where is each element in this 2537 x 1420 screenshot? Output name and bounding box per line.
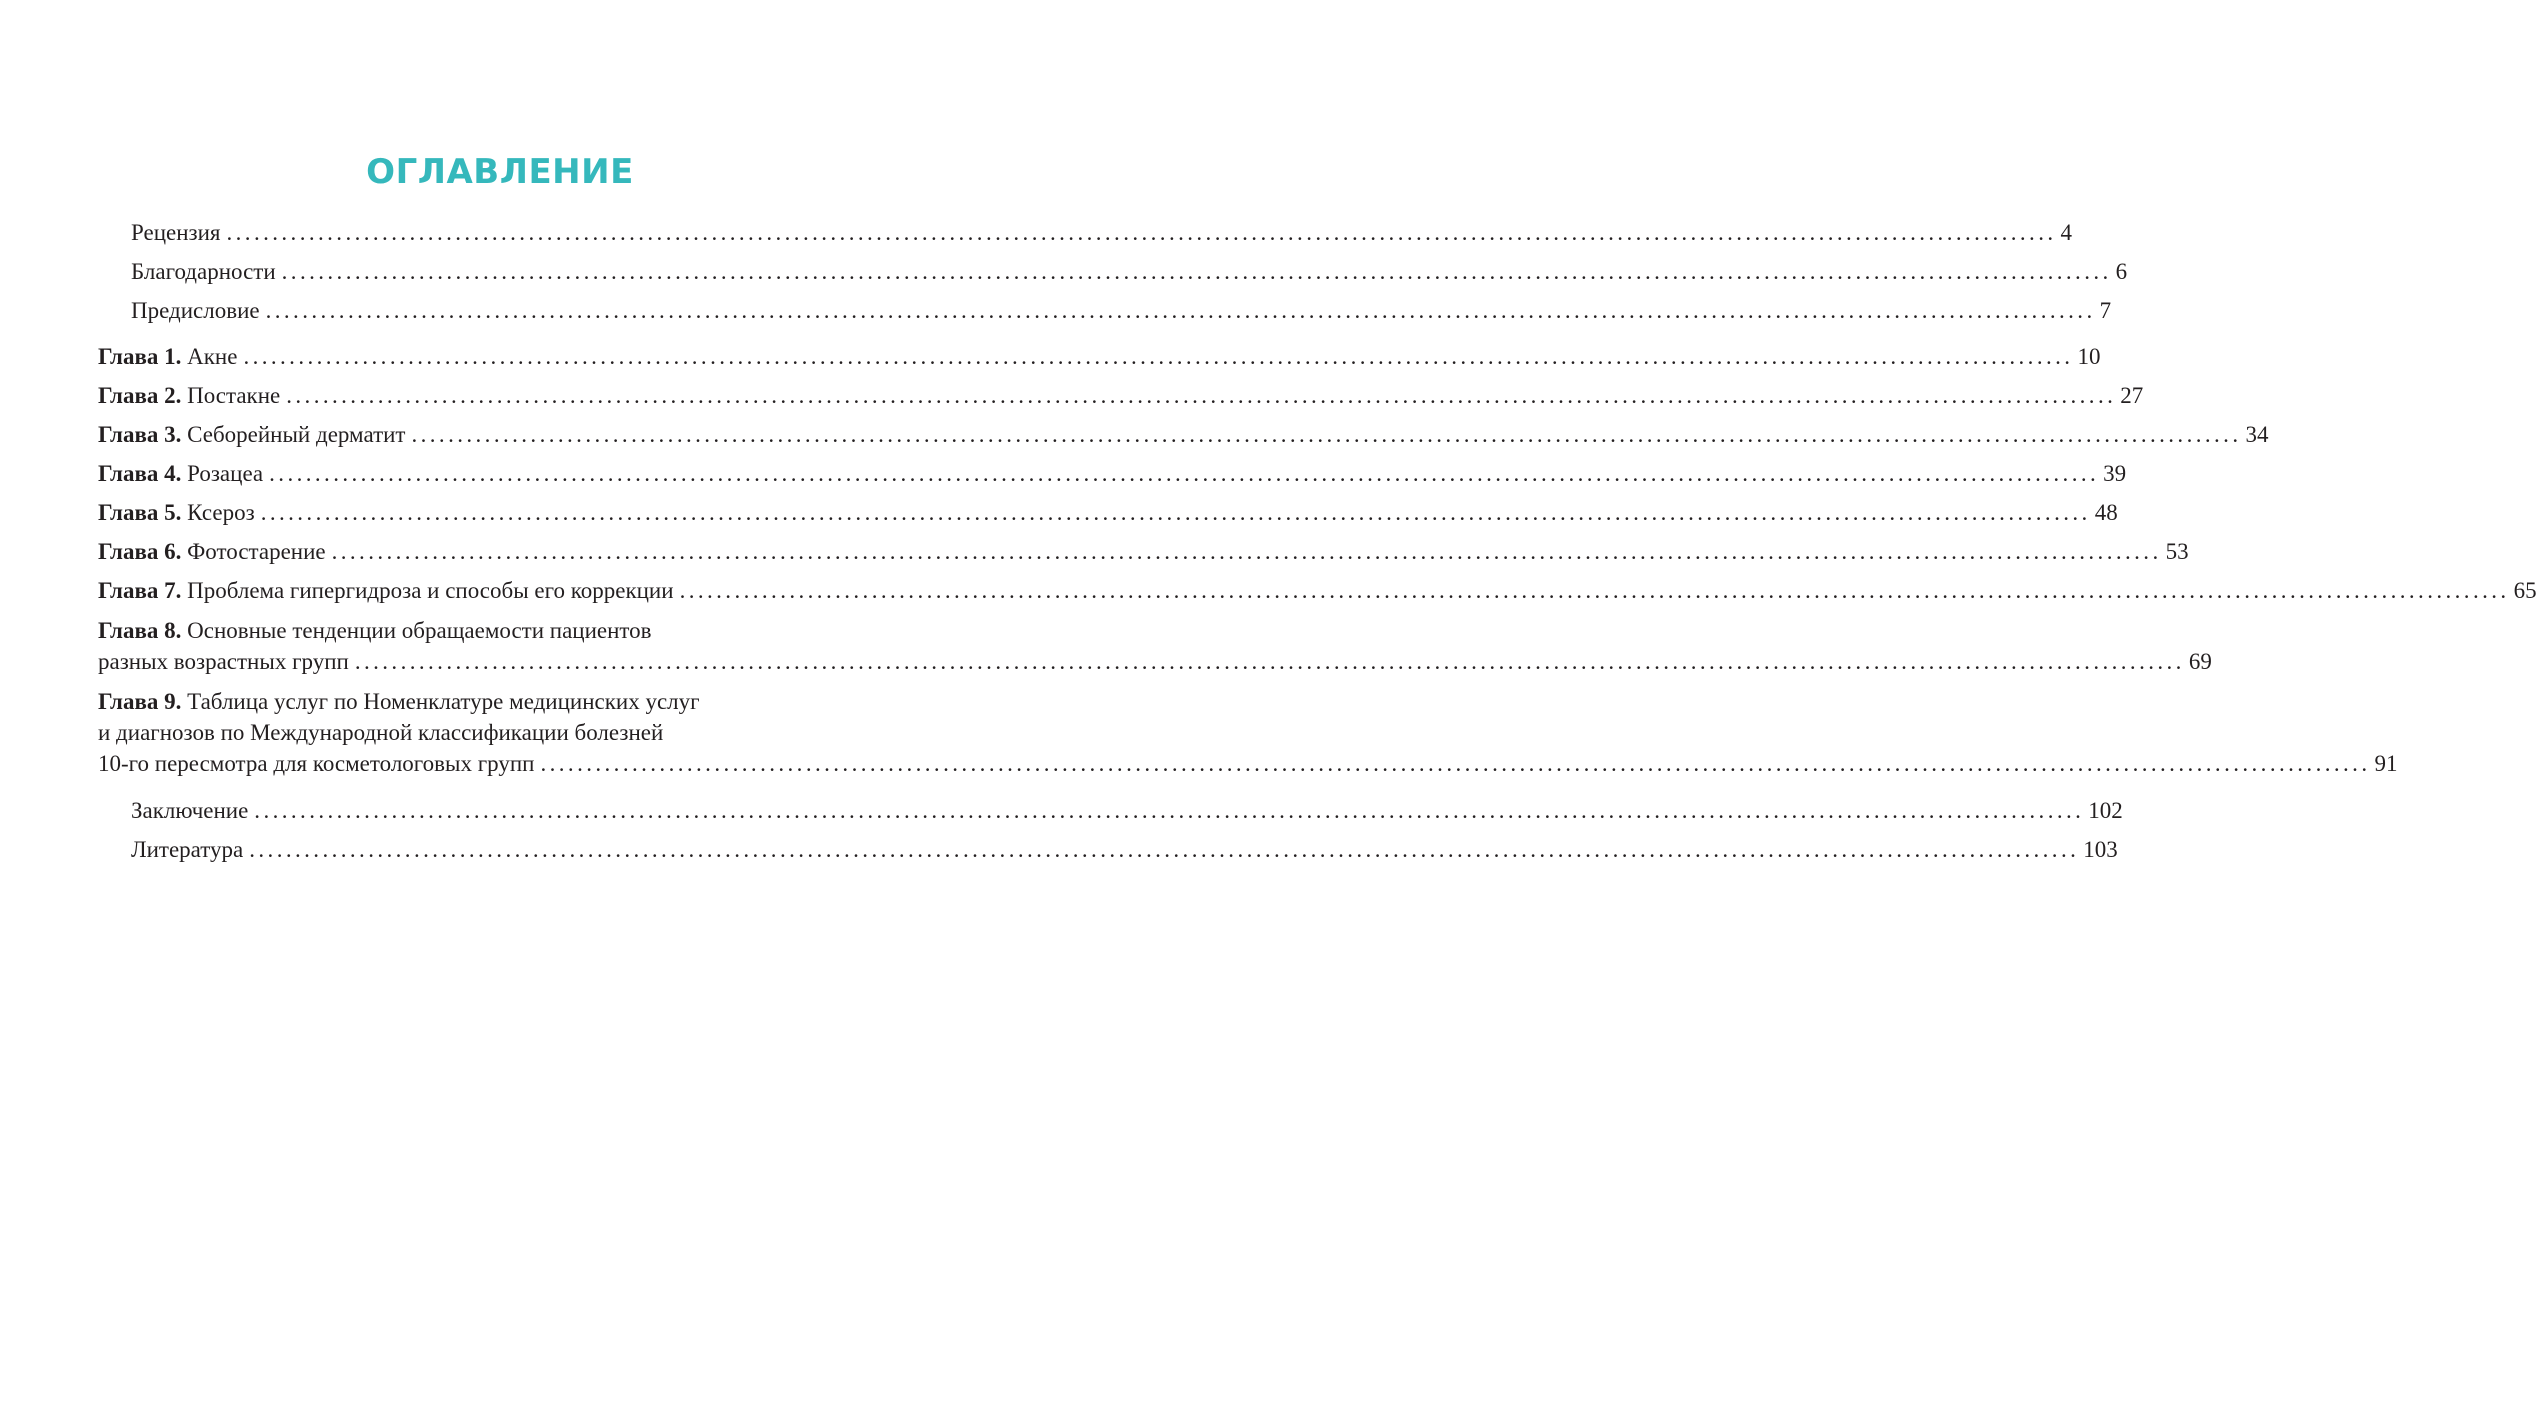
dot-leader: ........................................................................................................................................................................................................ <box>249 837 2080 862</box>
chapter-number: Глава 3. <box>98 422 182 447</box>
chapter-number: Глава 7. <box>98 578 182 603</box>
toc-page-number: 6 <box>2115 259 2128 284</box>
dot-leader: ........................................................................................................................................................................................................ <box>411 422 2242 447</box>
dot-leader: ........................................................................................................................................................................................................ <box>331 539 2162 564</box>
chapter-title: Розацеа <box>187 461 264 486</box>
page-title: ОГЛАВЛЕНИЕ <box>366 152 634 192</box>
toc-page-number: 65 <box>2513 578 2537 603</box>
dot-leader: ........................................................................................................................................................................................................ <box>260 500 2091 525</box>
toc-entry-chapter-2[interactable] <box>98 380 2144 411</box>
chapter-title-line: Таблица услуг по Номенклатуре медицинских услуг <box>187 689 700 714</box>
toc-entry-label: Предисловие <box>131 298 260 323</box>
toc-page-number: 34 <box>2245 422 2269 447</box>
toc-entry-literature[interactable] <box>131 834 2118 865</box>
toc-entry-chapter-3[interactable] <box>98 419 2269 450</box>
dot-leader: ........................................................................................................................................................................................................ <box>286 383 2117 408</box>
toc-page-number: 10 <box>2077 344 2101 369</box>
toc-entry-chapter-7[interactable] <box>98 575 2537 606</box>
toc-page-number: 7 <box>2099 298 2112 323</box>
toc-page-number: 48 <box>2094 500 2118 525</box>
toc-entry-acknowledgements[interactable] <box>131 256 2128 287</box>
dot-leader: ........................................................................................................................................................................................................ <box>243 344 2074 369</box>
dot-leader: ........................................................................................................................................................................................................ <box>254 798 2085 823</box>
chapter-number: Глава 8. <box>98 618 182 643</box>
chapter-title-last-line: 10-го пересмотра для косметологовых групп <box>98 751 535 776</box>
dot-leader: ........................................................................................................................................................................................................ <box>281 259 2112 284</box>
toc-page-number: 103 <box>2083 837 2118 862</box>
toc-page-number: 4 <box>2060 220 2072 245</box>
chapter-number: Глава 4. <box>98 461 182 486</box>
chapter-title: Себорейный дерматит <box>187 422 406 447</box>
chapter-title-line: и диагнозов по Международной классификации болезней <box>98 720 664 745</box>
chapter-number: Глава 1. <box>98 344 182 369</box>
chapter-title: Фотостарение <box>187 539 326 564</box>
toc-entry-label: Благодарности <box>131 259 276 284</box>
toc-entry-chapter-6[interactable] <box>98 536 2189 567</box>
toc-page-number: 27 <box>2120 383 2144 408</box>
dot-leader: ........................................................................................................................................................................................................ <box>269 461 2100 486</box>
dot-leader: ........................................................................................................................................................................................................ <box>265 298 2096 323</box>
toc-page-number: 69 <box>2188 649 2212 674</box>
toc-page-number: 91 <box>2374 751 2398 776</box>
chapter-title: Акне <box>187 344 238 369</box>
toc-entry-preface[interactable] <box>131 295 2112 326</box>
toc-entry-label: Рецензия <box>131 220 221 245</box>
dot-leader: ........................................................................................................................................................................................................ <box>679 578 2510 603</box>
toc-entry-review[interactable] <box>131 217 2072 248</box>
dot-leader: ........................................................................................................................................................................................................ <box>226 220 2057 245</box>
toc-entry-chapter-5[interactable] <box>98 497 2118 528</box>
chapter-number: Глава 9. <box>98 689 182 714</box>
chapter-title: Проблема гипергидроза и способы его коррекции <box>187 578 674 603</box>
chapter-title: Постакне <box>187 383 281 408</box>
dot-leader: ........................................................................................................................................................................................................ <box>540 751 2371 776</box>
toc-entry-chapter-4[interactable] <box>98 458 2127 489</box>
dot-leader: ........................................................................................................................................................................................................ <box>354 649 2185 674</box>
toc-entry-chapter-1[interactable] <box>98 341 2101 372</box>
toc-page-number: 53 <box>2165 539 2189 564</box>
toc-entry-label: Литература <box>131 837 244 862</box>
chapter-title: Ксероз <box>187 500 255 525</box>
chapter-number: Глава 5. <box>98 500 182 525</box>
toc-entry-conclusion[interactable] <box>131 795 2123 826</box>
toc-entry-chapter-8[interactable] <box>98 615 2212 677</box>
toc-page-number: 39 <box>2103 461 2127 486</box>
chapter-number: Глава 6. <box>98 539 182 564</box>
toc-entry-label: Заключение <box>131 798 249 823</box>
toc-entry-chapter-9[interactable] <box>98 686 2398 779</box>
chapter-title-line: Основные тенденции обращаемости пациентов <box>187 618 652 643</box>
chapter-title-last-line: разных возрастных групп <box>98 649 349 674</box>
chapter-number: Глава 2. <box>98 383 182 408</box>
toc-page-number: 102 <box>2088 798 2123 823</box>
